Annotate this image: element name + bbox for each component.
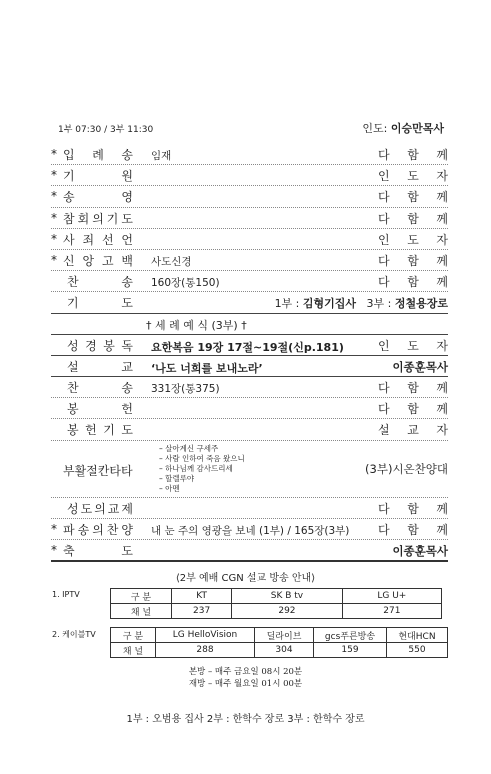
- order-row: [51, 250, 448, 271]
- performer-char: 함: [407, 190, 419, 205]
- order-item-performer: [378, 273, 448, 290]
- cable-value-cell: 288: [156, 643, 255, 658]
- order-row: [51, 292, 448, 313]
- performer-char: 인: [378, 338, 390, 353]
- prayer-3-name: 정철용장로: [394, 297, 448, 311]
- prayer-leaders: [275, 295, 448, 311]
- order-item-char: 백: [121, 253, 133, 268]
- iptv-value-cell: 271: [342, 604, 441, 619]
- order-item-char: 헌: [85, 423, 97, 438]
- order-item-performer: [378, 521, 448, 538]
- performer-char: 께: [436, 253, 448, 268]
- order-row: [51, 229, 448, 250]
- order-item-char: 송: [63, 190, 75, 205]
- order-item-detail: 160장(통150): [151, 277, 220, 290]
- baptism-row: [51, 314, 448, 335]
- order-item-detail: 내 눈 주의 영광을 보네 (1부) / 165장(3부): [151, 524, 350, 537]
- performer-char: 다: [378, 501, 390, 516]
- broadcast-note-1: 본방 – 매주 금요일 08시 20분: [188, 667, 303, 677]
- order-item-char: 송: [77, 522, 90, 537]
- order-item-label: [63, 542, 133, 559]
- required-standing-star: *: [51, 252, 57, 267]
- cable-header-cell: 구 분: [111, 628, 156, 643]
- performer-char: 인: [378, 232, 390, 247]
- performer-char: 다: [378, 211, 390, 226]
- order-item-performer: 이종훈목사: [392, 544, 448, 558]
- performer-char: 함: [407, 381, 419, 396]
- required-standing-star: *: [51, 231, 57, 246]
- performer-char: 께: [436, 402, 448, 417]
- order-item-label: [63, 188, 133, 205]
- iptv-value-cell: 237: [172, 604, 232, 619]
- performer-char: 다: [378, 190, 390, 205]
- performer-char: 께: [436, 148, 448, 162]
- performer-char: 다: [378, 148, 390, 162]
- order-item-detail: 요한복음 19장 17절~19절(신p.181): [151, 340, 344, 354]
- performer-char: 인: [378, 169, 390, 184]
- iptv-label: 1. IPTV: [52, 590, 80, 599]
- iptv-value-cell: 292: [232, 604, 343, 619]
- performer-char: 설: [378, 423, 390, 438]
- order-item-label: [63, 231, 133, 248]
- cantata-song: – 아멘: [159, 484, 245, 494]
- order-item-performer: (3부)시온찬양대: [365, 461, 448, 476]
- performer-char: 께: [436, 211, 448, 226]
- order-item-char: 영: [121, 190, 133, 205]
- prayer-3-label: 3부 :: [366, 297, 395, 311]
- order-item-char: 독: [121, 338, 133, 353]
- order-item-performer: 이종훈목사: [392, 359, 448, 374]
- leader-name: 이승만목사: [390, 122, 444, 135]
- cable-table: [110, 627, 448, 658]
- order-row: [51, 540, 448, 562]
- iptv-header-row: [111, 589, 442, 604]
- order-item-detail: 사도신경: [151, 255, 192, 268]
- cable-label: 2. 케이블TV: [52, 630, 96, 639]
- order-item-char: 봉: [103, 338, 115, 353]
- performer-char: 께: [436, 275, 448, 290]
- order-item-char: 도: [80, 501, 93, 516]
- order-item-char: 참: [63, 211, 75, 226]
- order-item-label: [67, 337, 133, 354]
- cable-header-cell: LG HelloVision: [156, 628, 255, 643]
- cantata-song-list: [159, 444, 245, 494]
- order-item-char: 도: [121, 423, 133, 438]
- cable-value-cell: 채 널: [111, 643, 156, 658]
- order-row: [51, 144, 448, 165]
- order-row: [51, 165, 448, 186]
- performer-char: 자: [436, 169, 448, 184]
- performer-char: 함: [407, 501, 419, 516]
- order-row: [51, 208, 448, 229]
- cable-value-cell: 159: [314, 643, 387, 658]
- performer-char: 교: [407, 423, 419, 438]
- order-item-char: 송: [121, 148, 133, 162]
- performer-char: 께: [436, 501, 448, 516]
- order-item-char: 도: [121, 296, 133, 311]
- order-item-char: 회: [77, 211, 90, 226]
- cable-header-cell: gcs푸른방송: [314, 628, 387, 643]
- order-item-char: 의: [92, 522, 104, 537]
- order-item-performer: [378, 379, 448, 396]
- iptv-header-cell: LG U+: [342, 589, 441, 604]
- cantata-song: – 살아계신 구세주: [159, 444, 245, 454]
- order-item-performer: [378, 337, 448, 354]
- order-item-char: 원: [121, 169, 133, 184]
- performer-char: 다: [378, 402, 390, 417]
- order-item-char: 송: [121, 381, 133, 396]
- performer-char: 도: [407, 169, 419, 184]
- order-item-char: 송: [121, 275, 133, 290]
- order-item-char: 헌: [121, 402, 133, 417]
- footer-ushers: 1부 : 오범용 집사 2부 : 한학수 장로 3부 : 한학수 장로: [126, 714, 365, 725]
- performer-char: 자: [436, 423, 448, 438]
- order-item-char: 설: [67, 359, 79, 374]
- order-item-detail: 331장(통375): [151, 383, 220, 396]
- order-item-char: 언: [121, 232, 133, 247]
- cable-header-row: [111, 628, 448, 643]
- order-item-label: [63, 252, 133, 269]
- performer-char: 께: [436, 522, 448, 537]
- order-item-char: 선: [101, 232, 114, 247]
- order-item-char: 봉: [67, 402, 79, 417]
- order-item-char: 찬: [106, 522, 119, 537]
- performer-char: 다: [378, 253, 390, 268]
- order-item-char: 도: [121, 544, 133, 558]
- cantata-song: – 하나님께 감사드리세: [159, 464, 245, 474]
- order-of-worship: [51, 144, 448, 562]
- order-item-label: [67, 500, 133, 517]
- order-row: [51, 419, 448, 440]
- order-item-char: 고: [101, 253, 114, 268]
- performer-char: 다: [378, 275, 390, 290]
- order-item-char: 축: [63, 544, 75, 558]
- order-item-char: 제: [121, 501, 133, 516]
- performer-char: 함: [407, 522, 419, 537]
- service-times: 1부 07:30 / 3부 11:30: [58, 125, 154, 135]
- performer-char: 도: [407, 338, 419, 353]
- broadcast-note-2: 재방 – 매주 월요일 01시 00분: [188, 679, 303, 689]
- cable-header-cell: 딜라이브: [255, 628, 314, 643]
- order-item-char: 성: [67, 338, 79, 353]
- order-item-char: 도: [121, 211, 133, 226]
- order-item-char: 봉: [67, 423, 79, 438]
- order-item-performer: [378, 400, 448, 417]
- order-row: [51, 356, 448, 377]
- order-item-label: [67, 294, 133, 311]
- order-item-char: 양: [121, 522, 133, 537]
- required-standing-star: *: [51, 168, 57, 183]
- iptv-value-row: [111, 604, 442, 619]
- order-item-label: [63, 210, 133, 227]
- order-item-performer: [378, 252, 448, 269]
- prayer-1-label: 1부 :: [274, 297, 303, 311]
- order-item-label: [67, 379, 133, 396]
- cantata-song: – 할렐루야: [159, 474, 245, 484]
- order-item-performer: [378, 188, 448, 205]
- cable-value-row: [111, 643, 448, 658]
- order-item-performer: [378, 167, 448, 184]
- baptism-title: † 세 례 예 식 (3부) †: [146, 318, 247, 332]
- order-item-performer: [378, 146, 448, 163]
- order-item-char: 의: [94, 501, 106, 516]
- order-item-performer: [378, 231, 448, 248]
- order-item-detail: 임재: [151, 150, 172, 162]
- leader: [362, 120, 444, 136]
- performer-char: 함: [407, 148, 419, 162]
- order-item-label: [67, 400, 133, 417]
- required-standing-star: *: [51, 189, 57, 204]
- order-row: [51, 398, 448, 419]
- order-item-label: [63, 521, 133, 538]
- order-item-label: [67, 358, 133, 375]
- order-row: [51, 519, 448, 540]
- order-row: [51, 271, 448, 292]
- required-standing-star: *: [51, 543, 57, 557]
- order-item-char: 의: [92, 211, 104, 226]
- iptv-value-cell: 채 널: [111, 604, 172, 619]
- order-item-label: [63, 146, 133, 163]
- order-item-char: 교: [107, 501, 120, 516]
- leader-label: 인도:: [362, 122, 391, 135]
- performer-char: 함: [407, 253, 419, 268]
- order-item-label: 부활절칸타타: [63, 463, 133, 478]
- order-item-char: 입: [63, 148, 75, 162]
- order-item-char: 앙: [82, 253, 95, 268]
- performer-char: 다: [378, 381, 390, 396]
- order-item-char: 찬: [67, 381, 79, 396]
- order-item-char: 파: [63, 522, 75, 537]
- order-item-char: 신: [63, 253, 75, 268]
- order-item-char: 기: [106, 211, 119, 226]
- performer-char: 자: [436, 232, 448, 247]
- performer-char: 자: [436, 338, 448, 353]
- iptv-table: [110, 588, 442, 619]
- performer-char: 함: [407, 275, 419, 290]
- iptv-header-cell: SK B tv: [232, 589, 343, 604]
- order-item-char: 찬: [67, 275, 79, 290]
- cable-value-cell: 304: [255, 643, 314, 658]
- order-item-detail: ‘나도 너희를 보내노라’: [151, 361, 263, 375]
- required-standing-star: *: [51, 210, 57, 225]
- order-item-char: 교: [121, 359, 133, 374]
- cantata-song: – 사람 인하여 죽음 왔으니: [159, 454, 245, 464]
- prayer-1-name: 김형기집사: [302, 297, 357, 311]
- order-row: [51, 335, 448, 356]
- cable-header-cell: 현대HCN: [387, 628, 448, 643]
- order-item-char: 례: [92, 148, 104, 162]
- cable-value-cell: 550: [387, 643, 448, 658]
- required-standing-star: *: [51, 147, 57, 161]
- performer-char: 께: [436, 381, 448, 396]
- order-item-performer: [378, 500, 448, 517]
- order-item-label: [67, 421, 133, 438]
- performer-char: 함: [407, 211, 419, 226]
- order-item-label: [63, 167, 133, 184]
- order-row: [51, 186, 448, 207]
- performer-char: 다: [378, 522, 390, 537]
- order-item-char: 기: [67, 296, 79, 311]
- order-item-char: 사: [63, 232, 75, 247]
- required-standing-star: *: [51, 521, 57, 536]
- order-item-performer: [378, 210, 448, 227]
- easter-cantata-row: [51, 441, 448, 498]
- order-item-char: 기: [103, 423, 115, 438]
- order-item-performer: [378, 421, 448, 438]
- order-item-char: 기: [63, 169, 75, 184]
- performer-char: 도: [407, 232, 419, 247]
- iptv-header-cell: KT: [172, 589, 232, 604]
- order-item-char: 죄: [82, 232, 95, 247]
- cgn-title: ⟨2부 예배 CGN 설교 방송 안내⟩: [175, 573, 316, 584]
- order-item-label: [67, 273, 133, 290]
- order-row: [51, 377, 448, 398]
- iptv-header-cell: 구 분: [111, 589, 172, 604]
- order-row: [51, 498, 448, 519]
- performer-char: 께: [436, 190, 448, 205]
- order-item-char: 경: [85, 338, 97, 353]
- order-item-char: 성: [67, 501, 79, 516]
- performer-char: 함: [407, 402, 419, 417]
